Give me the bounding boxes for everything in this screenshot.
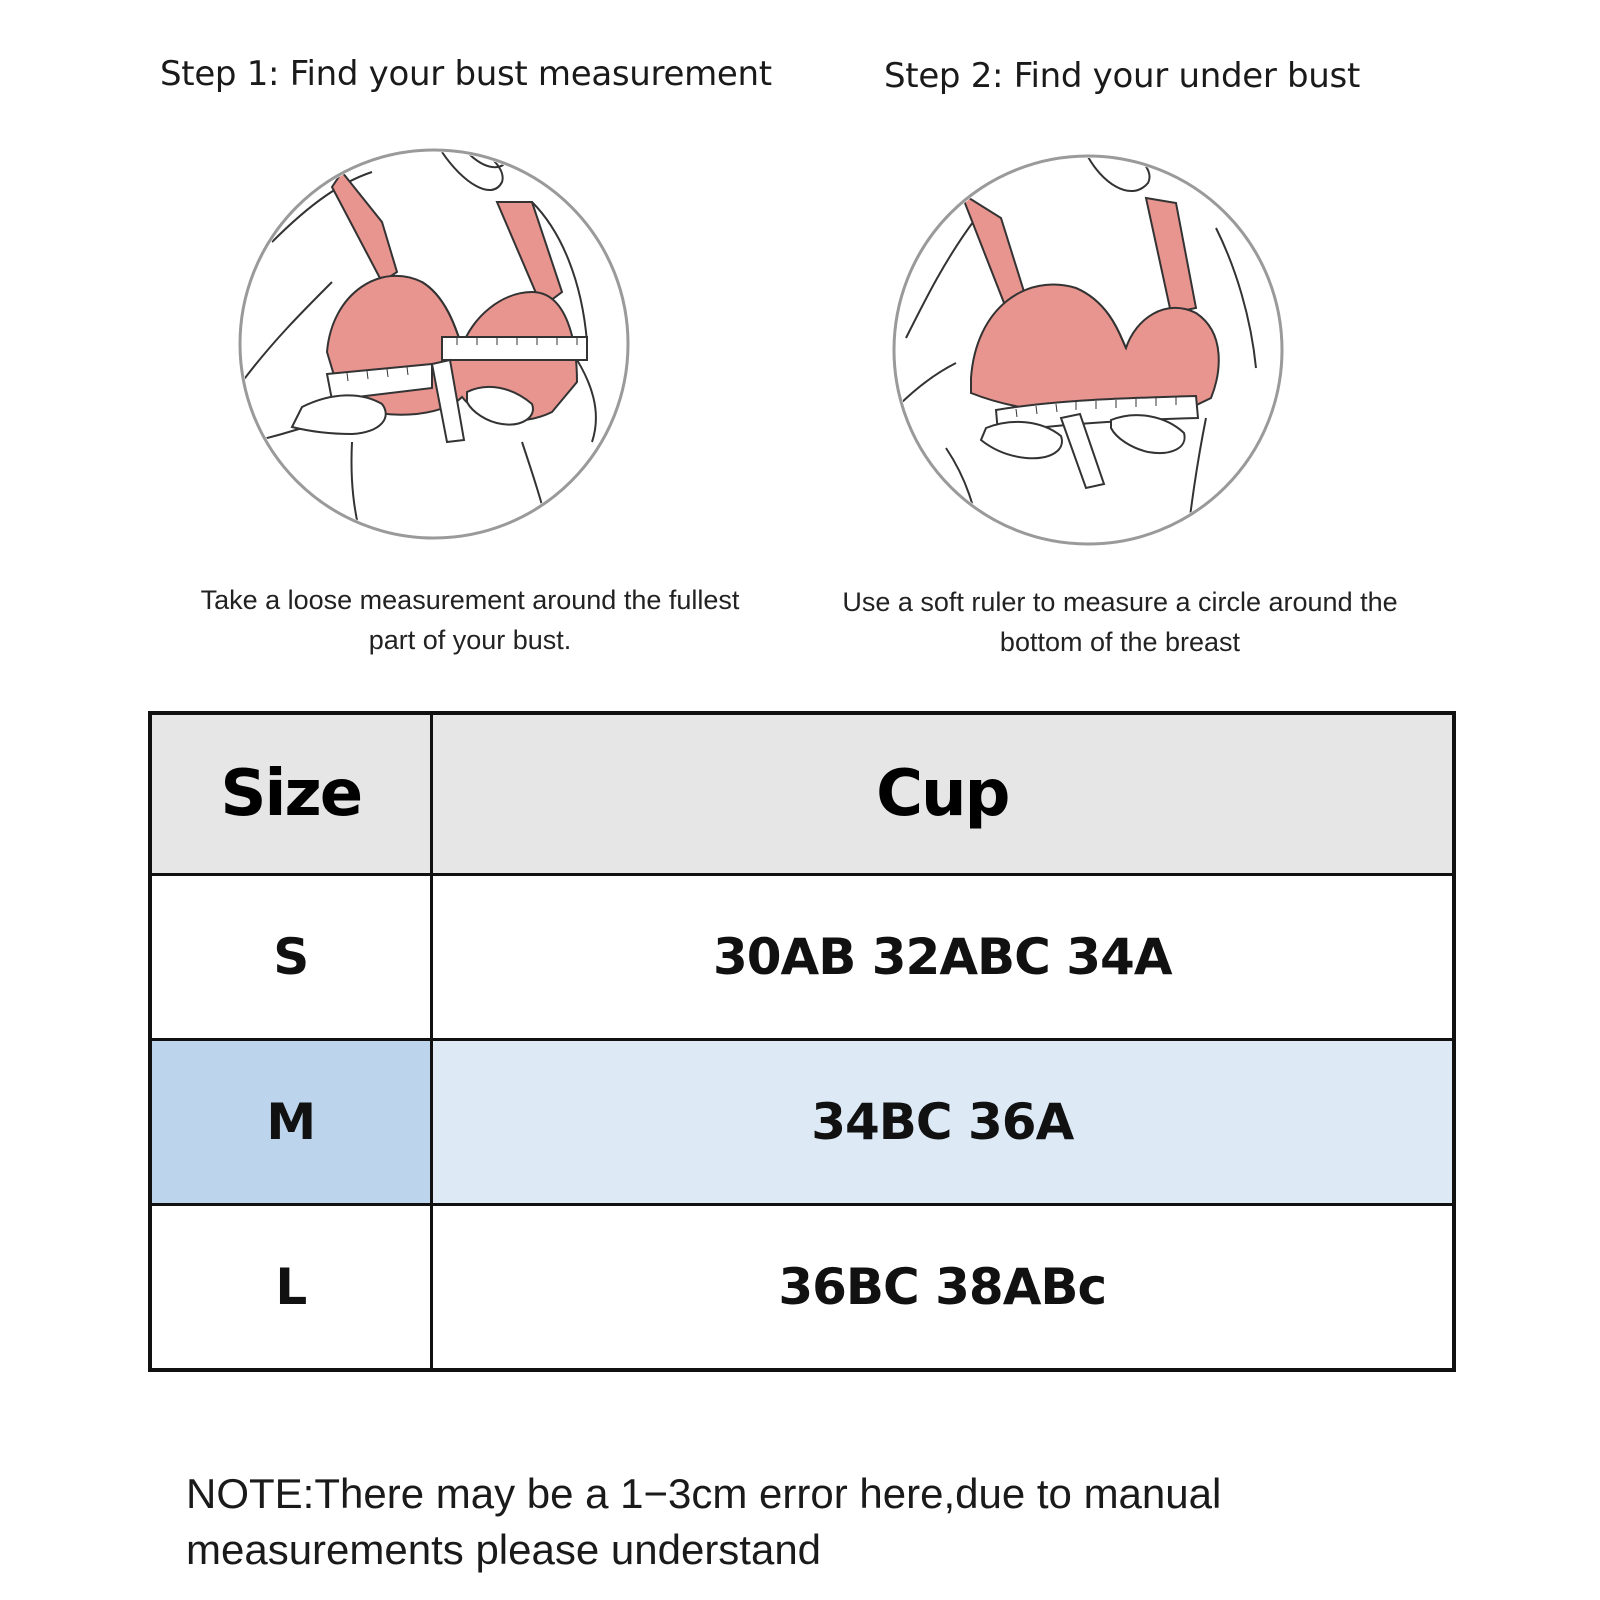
note-line-2: measurements please understand [186,1526,822,1573]
size-chart-table [148,711,1456,1372]
note-line-1: NOTE:There may be a 1−3cm error here,due to manual [186,1470,1222,1517]
table-row [150,1205,1454,1371]
table-row [150,875,1454,1040]
header-cup: Cup [431,713,1454,875]
table-header-row [150,713,1454,875]
step-1-caption-line-2: part of your bust. [368,625,572,655]
cup-cell: 36BC 38ABc [431,1205,1454,1371]
cup-cell: 34BC 36A [431,1040,1454,1205]
step-1-caption-line-1: Take a loose measurement around the fullest [200,585,740,615]
under-bust-measurement-illustration [886,148,1290,552]
size-cell: S [150,875,431,1040]
header-size: Size [150,713,431,875]
step-1-title: Step 1: Find your bust measurement [160,54,772,94]
step-2-title: Step 2: Find your under bust [884,56,1361,96]
bust-measurement-illustration [232,142,636,546]
size-cell: L [150,1205,431,1371]
measurement-note [186,1466,1506,1578]
step-2-caption-line-1: Use a soft ruler to measure a circle around the [842,587,1398,617]
step-2-caption-line-2: bottom of the breast [999,627,1241,657]
step-2-caption [810,582,1430,662]
table-row [150,1040,1454,1205]
step-1-caption [160,580,780,660]
cup-cell: 30AB 32ABC 34A [431,875,1454,1040]
size-cell: M [150,1040,431,1205]
